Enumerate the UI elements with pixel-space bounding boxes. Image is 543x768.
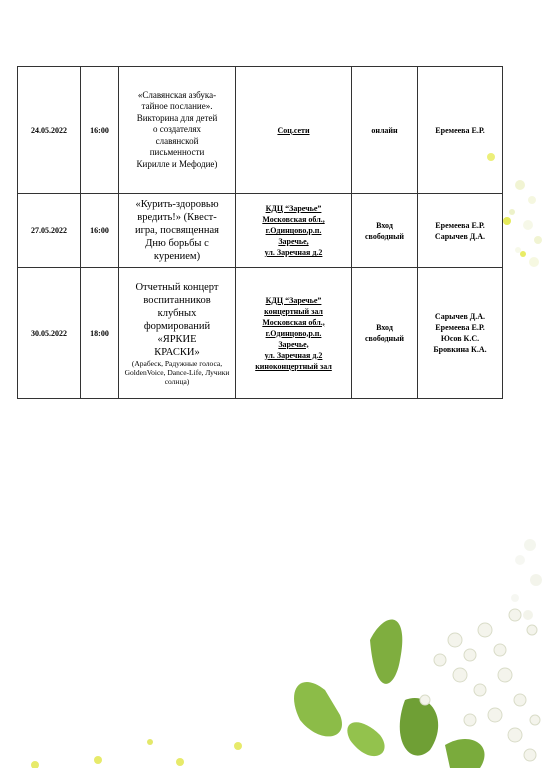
event-place-line: Соц.сети: [277, 125, 310, 135]
yellow-bud: [31, 761, 39, 768]
event-date: 24.05.2022: [18, 67, 81, 194]
event-title-line: Викторина для детей: [136, 112, 218, 123]
yellow-bud: [94, 756, 102, 764]
responsible-person: Сарычев Д.А.: [434, 231, 486, 241]
event-title-line: славянской: [155, 135, 199, 146]
blossom-cluster-upper: [509, 180, 542, 267]
event-title-line: Отчетный концерт: [135, 281, 219, 293]
responsible-person: Еремеева Е.Р.: [435, 323, 485, 332]
event-date: 30.05.2022: [18, 268, 81, 399]
table-row: [18, 67, 503, 194]
yellow-bud: [147, 739, 153, 745]
event-title: [119, 268, 236, 399]
yellow-bud: [234, 742, 242, 750]
event-title-line: Дню борьбы с: [145, 238, 209, 249]
event-place-line: киноконцертный зал: [255, 361, 332, 371]
table-row: [18, 268, 503, 399]
event-time: 18:00: [81, 268, 119, 399]
event-place: [236, 194, 352, 268]
table-row: [18, 194, 503, 268]
responsible-person: Бровкина К.А.: [433, 345, 487, 354]
event-place-line: КДЦ “Заречье”: [265, 295, 322, 305]
event-title: [119, 67, 236, 194]
event-access-line: свободный: [365, 231, 404, 241]
event-title-line: о создателях: [152, 124, 202, 135]
leaves: [294, 620, 485, 768]
yellow-bud: [520, 251, 526, 257]
event-title-line: тайное послание».: [141, 101, 213, 112]
event-place: [236, 268, 352, 399]
event-title-line: курением): [153, 251, 201, 262]
event-place-line: Московская обл.,: [262, 215, 325, 224]
event-responsible: [418, 67, 503, 194]
event-access: [352, 67, 418, 194]
event-place-line: Заречье,: [278, 237, 309, 246]
event-title-line: письменности: [149, 147, 205, 158]
event-access-line: Вход: [376, 220, 393, 230]
responsible-person: Юсов К.С.: [440, 334, 480, 343]
event-title-note: (Арабеск, Радужные голоса, GoldenVoice, Dance-Life, Лучики солнца): [124, 358, 230, 386]
event-title-line: вредить!» (Квест-: [137, 212, 217, 223]
event-title-line: Кирилле и Мефодие): [136, 158, 218, 169]
event-title-line: игра, посвященная: [135, 225, 219, 236]
event-title-line: КРАСКИ»: [154, 346, 200, 358]
event-access-line: Вход: [376, 323, 393, 332]
event-time: 16:00: [81, 194, 119, 268]
event-place-line: ул. Заречная д.2: [264, 350, 323, 360]
event-title-line: клубных: [157, 307, 197, 319]
event-title: [119, 194, 236, 268]
responsible-person: Сарычев Д.А.: [434, 312, 486, 321]
event-title-line: «Курить-здоровью: [135, 199, 219, 210]
event-responsible: [418, 268, 503, 399]
event-place: [236, 67, 352, 194]
event-date: 27.05.2022: [18, 194, 81, 268]
event-title-line: «ЯРКИЕ: [157, 333, 197, 345]
event-place-line: ул. Заречная д.2: [264, 248, 323, 257]
blossom-cluster-lower: [420, 609, 540, 761]
events-table: [17, 66, 503, 399]
event-access: [352, 268, 418, 399]
event-place-line: Московская обл.,: [262, 317, 325, 327]
event-access-line: свободный: [365, 334, 404, 343]
event-place-line: КДЦ “Заречье”: [265, 204, 322, 213]
event-place-line: концертный зал: [264, 306, 323, 316]
event-time: 16:00: [81, 67, 119, 194]
event-place-line: г.Одинцово,р.п.: [265, 226, 322, 235]
responsible-person: Еремеева Е.Р.: [435, 125, 485, 135]
event-access-line: онлайн: [371, 125, 398, 135]
event-title-line: формирований: [143, 320, 211, 332]
event-place-line: Заречье,: [278, 339, 309, 349]
yellow-bud: [503, 217, 511, 225]
event-title-line: воспитанников: [143, 294, 211, 306]
yellow-bud: [176, 758, 184, 766]
event-place-line: г.Одинцово,р.п.: [265, 328, 322, 338]
event-responsible: [418, 194, 503, 268]
event-title-line: «Славянская азбука-: [137, 89, 217, 100]
event-access: [352, 194, 418, 268]
blossom-cluster-middle: [511, 539, 542, 620]
responsible-person: Еремеева Е.Р.: [435, 220, 485, 230]
